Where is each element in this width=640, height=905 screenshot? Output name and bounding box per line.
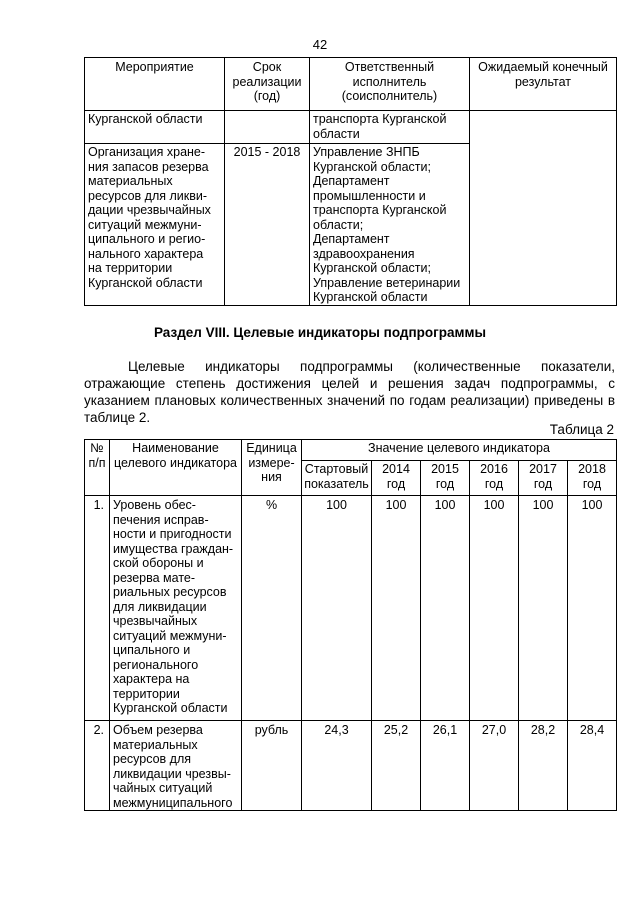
- text-line: ресурсов для: [113, 752, 192, 766]
- text-line: характера на: [113, 672, 190, 686]
- text-line: Срок: [252, 60, 282, 74]
- indicators-table: [84, 439, 617, 811]
- table-row: [85, 721, 617, 811]
- text-line: Мероприятие: [115, 60, 194, 74]
- text-line: ресурсов для ликви-: [88, 188, 208, 203]
- activity-cell: [85, 144, 225, 306]
- text-line: территории: [113, 686, 180, 701]
- text-line: нального характера: [88, 246, 204, 261]
- row-num: 1.: [85, 496, 110, 721]
- text-line: Объем резерва: [113, 723, 203, 737]
- unit-cell: рубль: [242, 721, 302, 811]
- text-line: Наименование: [132, 441, 219, 455]
- value-2014: 100: [372, 496, 421, 721]
- text-line: ципального и: [113, 643, 191, 657]
- text-line: резерва мате-: [113, 570, 196, 585]
- text-line: материальных: [113, 737, 198, 752]
- text-line: Курганской области: [113, 701, 228, 715]
- text-line: 2018: [578, 462, 606, 476]
- value-2018: 28,4: [568, 721, 617, 811]
- text-line: 2017: [529, 462, 557, 476]
- header-name: [110, 440, 242, 496]
- value-2015: 26,1: [421, 721, 470, 811]
- activities-table: [84, 57, 617, 306]
- text-line: Стартовый: [304, 462, 369, 476]
- text-line: здравоохранения: [313, 246, 415, 261]
- row-num: 2.: [85, 721, 110, 811]
- header-unit: [242, 440, 302, 496]
- text-line: Курганской области: [313, 290, 428, 304]
- text-line: (соисполнитель): [341, 89, 438, 103]
- indicator-name: [110, 496, 242, 721]
- value-2016: 27,0: [470, 721, 519, 811]
- text-line: №: [90, 441, 104, 455]
- text-line: области: [313, 126, 360, 141]
- text-line: год: [582, 476, 602, 491]
- text-line: ситуаций межмуни-: [88, 217, 202, 232]
- text-line: 2016: [480, 462, 508, 476]
- text-line: год: [386, 476, 406, 491]
- text-line: ности и пригодности: [113, 527, 232, 541]
- value-2017: 28,2: [519, 721, 568, 811]
- text-line: Ожидаемый конечный: [478, 60, 608, 74]
- header-num: [85, 440, 110, 496]
- text-line: 2015: [431, 462, 459, 476]
- text-line: Управление ветеринарии: [313, 275, 461, 290]
- result-cell: [470, 111, 617, 306]
- text-line: ния: [261, 470, 282, 484]
- table-label: Таблица 2: [549, 422, 614, 437]
- text-line: Уровень обес-: [113, 498, 196, 512]
- text-line: п/п: [88, 455, 106, 470]
- text-line: Единица: [246, 441, 297, 455]
- body-paragraph: Целевые индикаторы подпрограммы (количественные показатели, отражающие степень достижения целей и решения задач подпрограммы, с указанием плановых количественных значений по годам реализации) приведены в таблице 2.: [84, 359, 615, 425]
- header-period: [225, 58, 310, 111]
- text-line: Курганской области;: [313, 261, 431, 275]
- header-year-2017: [519, 461, 568, 496]
- text-line: Департамент: [313, 174, 390, 188]
- text-line: для ликвидации: [113, 599, 207, 614]
- text-line: транспорта Курганской: [313, 203, 447, 217]
- text-line: печения исправ-: [113, 512, 209, 527]
- value-start: 24,3: [302, 721, 372, 811]
- text-line: ситуаций межмуни-: [113, 628, 227, 643]
- value-2015: 100: [421, 496, 470, 721]
- table-row: [85, 496, 617, 721]
- text-line: показатель: [304, 476, 369, 491]
- text-line: Организация хране-: [88, 145, 206, 159]
- text-line: риальных ресурсов: [113, 585, 227, 599]
- header-year-2018: [568, 461, 617, 496]
- text-line: (год): [253, 89, 281, 103]
- text-line: реализации: [232, 74, 302, 89]
- text-line: Курганской области: [88, 275, 203, 290]
- text-line: промышленности и: [313, 188, 426, 203]
- text-line: Департамент: [313, 232, 390, 246]
- text-line: год: [484, 476, 504, 491]
- activity-cell: [85, 111, 225, 144]
- text-line: ципального и регио-: [88, 232, 206, 246]
- section-title: Раздел VIII. Целевые индикаторы подпрограммы: [153, 325, 486, 340]
- header-executor: [310, 58, 470, 111]
- value-start: 100: [302, 496, 372, 721]
- text-line: Управление ЗНПБ: [313, 145, 420, 159]
- text-line: ликвидации чрезвы-: [113, 766, 231, 781]
- text-line: результат: [514, 74, 571, 89]
- header-value-group: Значение целевого индикатора: [302, 440, 617, 461]
- table-header-row: [85, 440, 617, 461]
- text-line: исполнитель: [352, 74, 427, 89]
- text-line: чрезвычайных: [113, 614, 198, 628]
- value-2017: 100: [519, 496, 568, 721]
- text-line: транспорта Курганской: [313, 112, 447, 126]
- text-line: чайных ситуаций: [113, 781, 213, 795]
- text-line: регионального: [113, 657, 199, 672]
- text-line: год: [533, 476, 553, 491]
- header-result: [470, 58, 617, 111]
- text-line: измере-: [248, 455, 295, 470]
- header-year-2015: [421, 461, 470, 496]
- text-line: ния запасов резерва: [88, 159, 209, 174]
- text-line: Ответственный: [344, 60, 435, 74]
- indicator-name: [110, 721, 242, 811]
- unit-cell: %: [242, 496, 302, 721]
- header-year-2016: [470, 461, 519, 496]
- text-line: Курганской области;: [313, 159, 431, 174]
- text-line: Курганской области: [88, 112, 203, 126]
- text-line: дации чрезвычайных: [88, 203, 211, 217]
- table-header-row: [85, 58, 617, 111]
- text-line: целевого индикатора: [114, 455, 237, 470]
- text-line: области;: [313, 217, 364, 232]
- text-line: год: [435, 476, 455, 491]
- text-line: имущества граждан-: [113, 541, 234, 556]
- text-line: межмуниципального: [113, 795, 233, 810]
- executor-cell: [310, 144, 470, 306]
- value-2016: 100: [470, 496, 519, 721]
- page-number: 42: [312, 37, 328, 52]
- period-cell: 2015 - 2018: [225, 144, 310, 306]
- text-line: 2014: [382, 462, 410, 476]
- header-year-2014: [372, 461, 421, 496]
- text-line: ской обороны и: [113, 556, 204, 570]
- header-start: [302, 461, 372, 496]
- period-cell: [225, 111, 310, 144]
- value-2018: 100: [568, 496, 617, 721]
- header-activity: [85, 58, 225, 111]
- text-line: на территории: [88, 261, 173, 275]
- table-row: [85, 111, 617, 144]
- executor-cell: [310, 111, 470, 144]
- value-2014: 25,2: [372, 721, 421, 811]
- text-line: материальных: [88, 174, 173, 188]
